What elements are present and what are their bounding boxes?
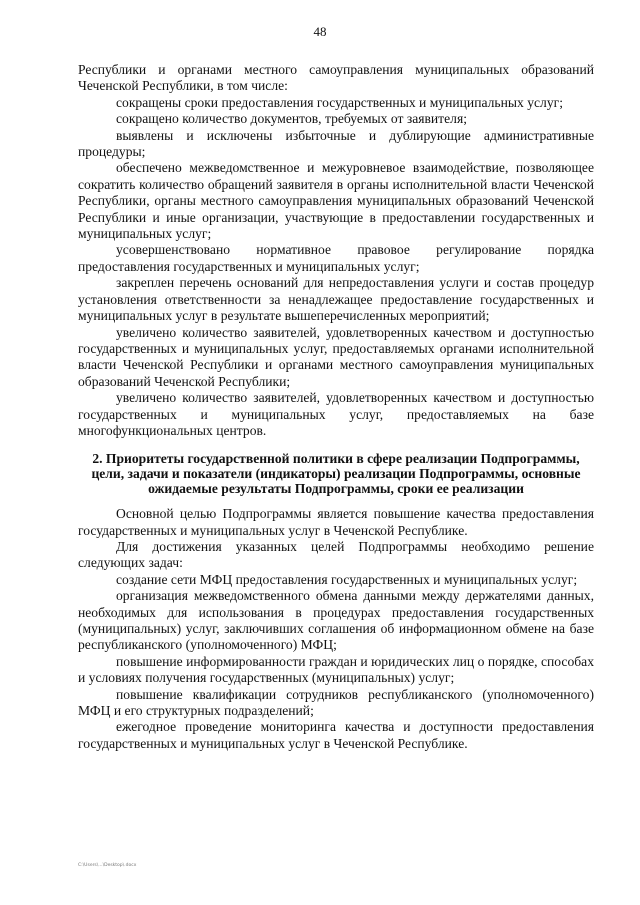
paragraph: увеличено количество заявителей, удовлетворенных качеством и доступностью государственных и муниципальных услуг, предоставляемых органами исполнительной власти Чеченской Республики и органами местного самоуправления муниципальных образований Чеченской Республики;	[78, 324, 594, 389]
paragraph: повышение квалификации сотрудников республиканского (уполномоченного) МФЦ и его структурных подразделений;	[78, 686, 594, 718]
paragraph: ежегодное проведение мониторинга качества и доступности предоставления государственных и муниципальных услуг в Чеченской Республике.	[78, 719, 594, 751]
paragraph: усовершенствовано нормативное правовое регулирование порядка предоставления государственных и муниципальных услуг;	[78, 242, 594, 274]
paragraph: организация межведомственного обмена данными между держателями данных, необходимых для использования в процедурах предоставления государственных (муниципальных) услуг, заключивших соглашения об информационном обмене на базе республиканского (уполномоченного) МФЦ;	[78, 588, 594, 653]
document-body	[78, 62, 594, 752]
intro-section	[78, 62, 594, 439]
paragraph: Основной целью Подпрограммы является повышение качества предоставления государственных и муниципальных услуг в Чеченской Республике.	[78, 506, 594, 538]
paragraph: сокращено количество документов, требуемых от заявителя;	[116, 111, 467, 127]
paragraph: закреплен перечень оснований для непредоставления услуги и состав процедур установления ответственности за ненадлежащее предоставление государственных и муниципальных услуг в результате вышеперечисленных мероприятий;	[78, 275, 594, 324]
paragraph: обеспечено межведомственное и межуровневое взаимодействие, позволяющее сократить количество обращений заявителя в органы исполнительной власти Чеченской Республики, органы местного самоуправления муниципальных образований Чеченской Республики и иные организации, участвующие в предоставлении государственных и муниципальных услуг;	[78, 160, 594, 242]
file-path-footer: C:\Users\...\Desktop\.docx	[78, 863, 137, 868]
paragraph: увеличено количество заявителей, удовлетворенных качеством и доступностью государственных и муниципальных услуг, предоставляемых на базе многофункциональных центров.	[78, 390, 594, 438]
paragraph: повышение информированности граждан и юридических лиц о порядке, способах и условиях получения государственных (муниципальных) услуг;	[78, 653, 594, 686]
paragraph: сокращены сроки предоставления государственных и муниципальных услуг;	[116, 94, 563, 110]
paragraph: Республики и органами местного самоуправления муниципальных образований Чеченской Республики, в том числе:	[78, 62, 594, 94]
section-heading: 2. Приоритеты государственной политики в сфере реализации Подпрограммы, цели, задачи и показатели (индикаторы) реализации Подпрограммы, основные ожидаемые результаты Подпрограммы, сроки ее реализации	[91, 451, 581, 496]
paragraph: создание сети МФЦ предоставления государственных и муниципальных услуг;	[116, 571, 578, 587]
paragraph: Для достижения указанных целей Подпрограммы необходимо решение следующих задач:	[78, 538, 594, 571]
page-number: 48	[313, 24, 327, 39]
goals-section	[78, 506, 594, 752]
paragraph: выявлены и исключены избыточные и дублирующие административные процедуры;	[78, 127, 594, 160]
